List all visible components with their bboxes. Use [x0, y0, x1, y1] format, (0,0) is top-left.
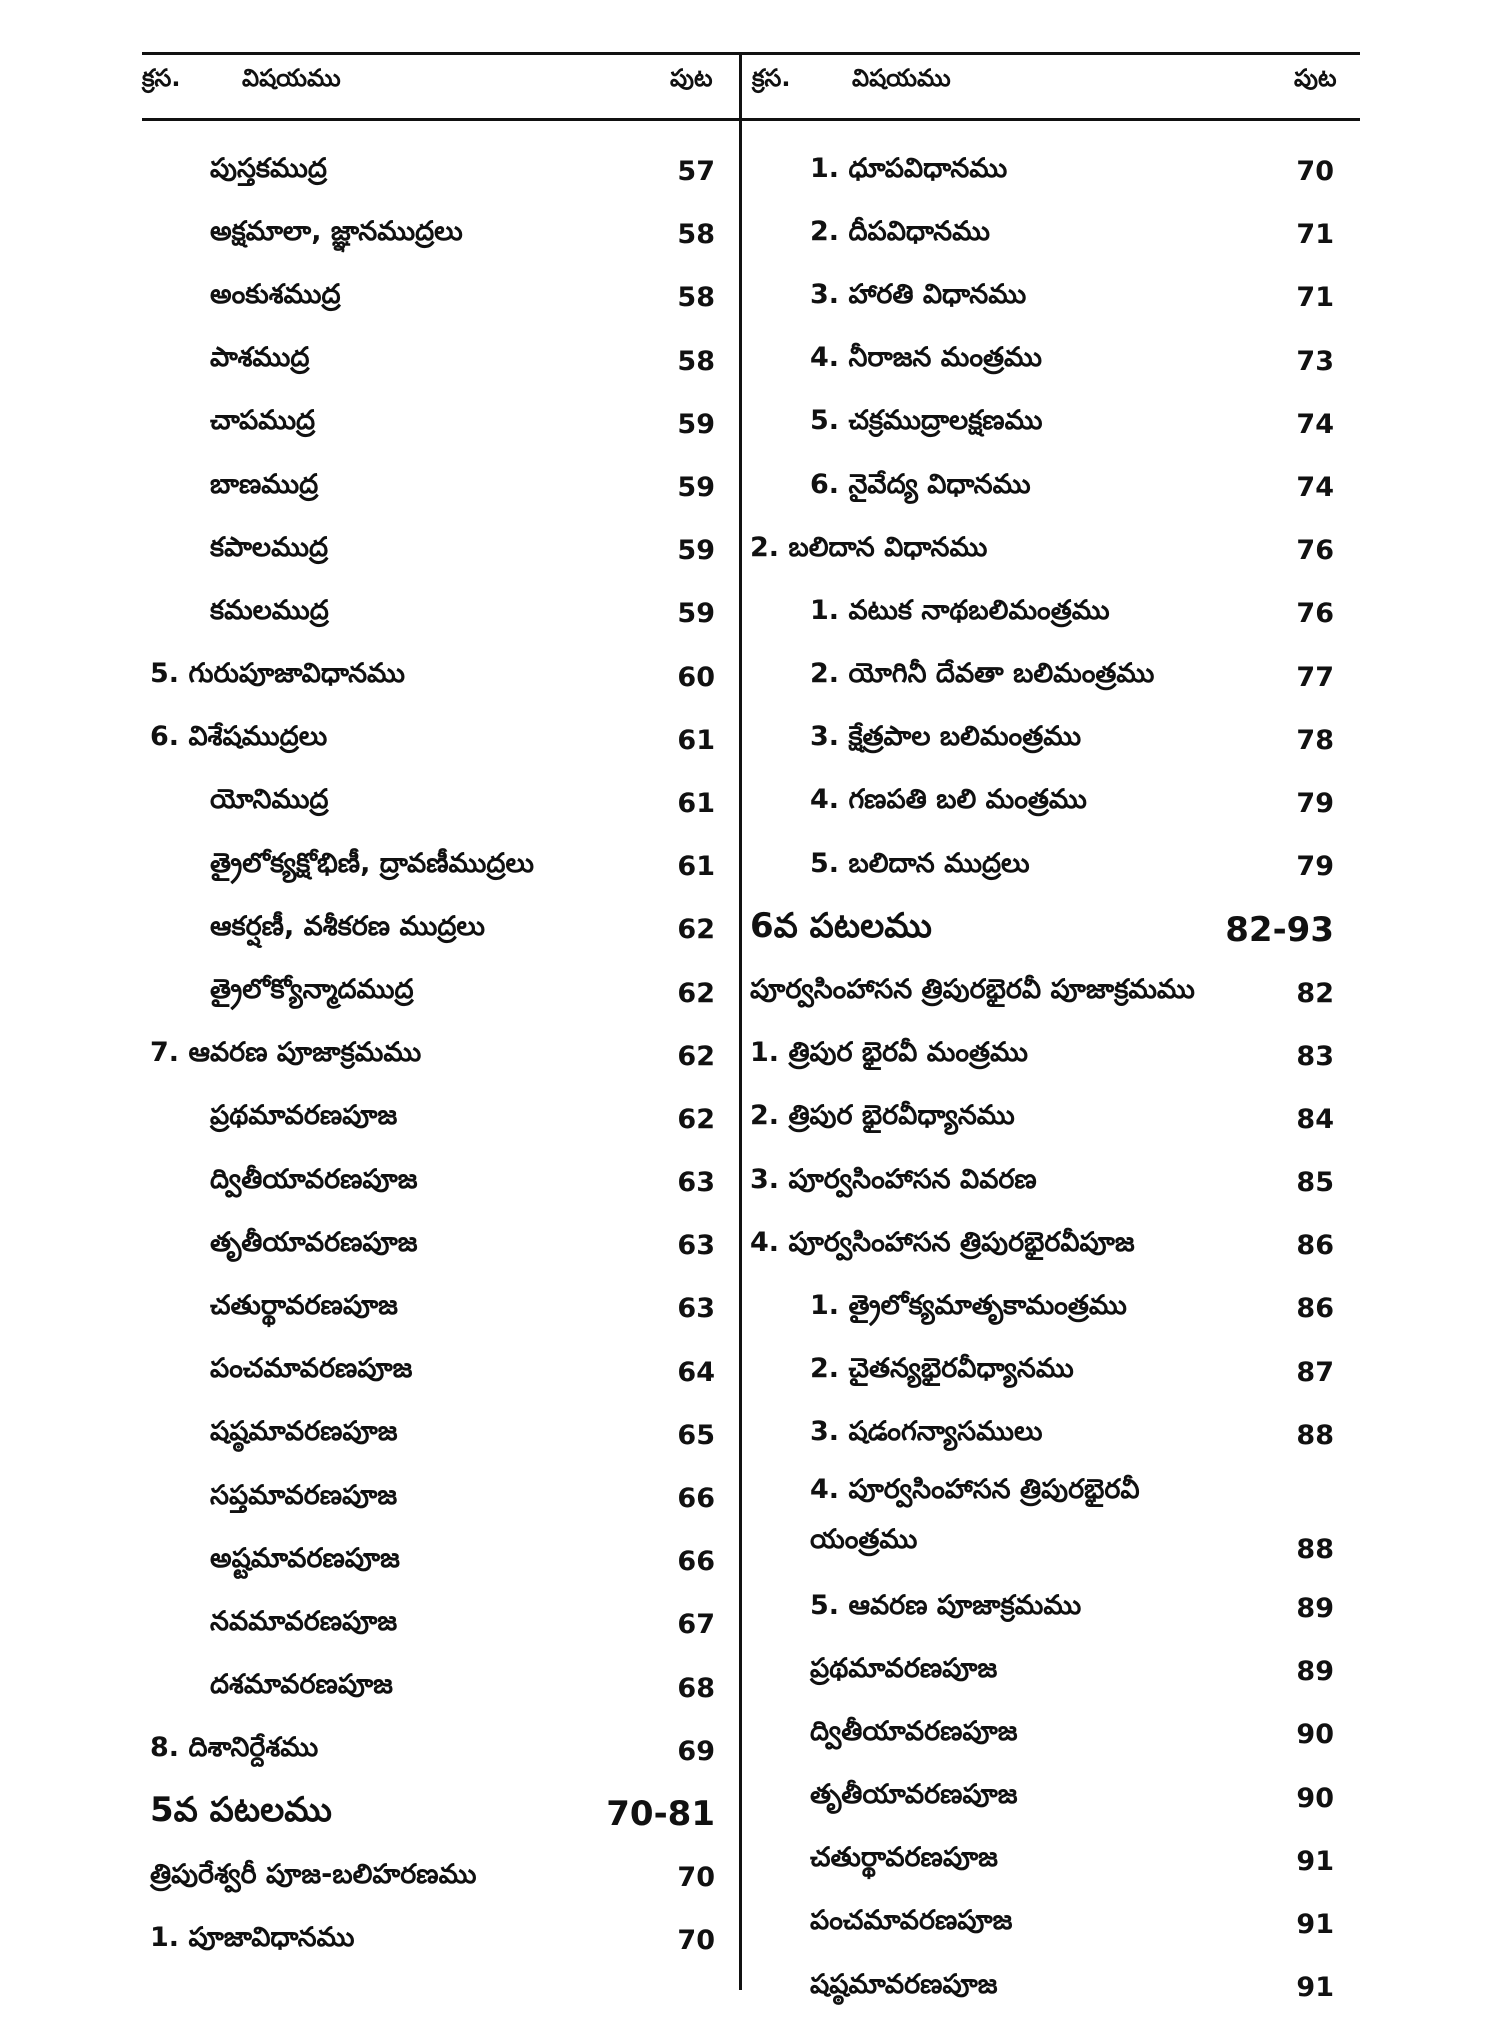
entry-page: 66 — [677, 1483, 715, 1515]
toc-entry — [142, 1593, 739, 1656]
entry-page: 84 — [1296, 1103, 1334, 1135]
entry-title: నవమావరణపూజ — [210, 1605, 398, 1637]
entry-page: 91 — [1296, 1972, 1334, 2004]
entry-page: 90 — [1296, 1719, 1334, 1751]
entry-title: 1. ధూపవిధానము — [810, 152, 1008, 184]
toc-entry — [142, 393, 739, 456]
toc-entry — [142, 1720, 739, 1783]
entry-page: 82-93 — [1225, 909, 1334, 950]
entry-title: ద్వితీయావరణపూజ — [210, 1163, 418, 1195]
entry-page: 85 — [1296, 1167, 1334, 1199]
entry-title: అక్షమాలా, జ్ఞానముద్రలు — [210, 215, 463, 247]
entry-title: దశమావరణపూజ — [210, 1669, 393, 1701]
toc-entry — [142, 1277, 739, 1340]
toc-entry — [142, 1846, 739, 1909]
entry-title: 3. హారతి విధానము — [810, 278, 1027, 310]
entry-page: 86 — [1296, 1230, 1334, 1262]
entry-page: 63 — [677, 1293, 715, 1325]
entry-title: 2. యోగినీ దేవతా బలిమంత్రము — [810, 658, 1155, 690]
entry-title: చతుర్థావరణపూజ — [210, 1289, 398, 1321]
entry-page: 61 — [677, 787, 715, 819]
toc-entry — [142, 1025, 739, 1088]
entry-page: 79 — [1296, 851, 1334, 883]
entry-title: కమలముద్ర — [210, 594, 329, 626]
entry-page: 73 — [1296, 345, 1334, 377]
toc-entry — [142, 835, 739, 898]
entry-page: 64 — [677, 1356, 715, 1388]
right-entries — [742, 140, 1360, 2019]
toc-entry — [742, 393, 1360, 456]
entry-title: 7. ఆవరణ పూజాక్రమము — [150, 1037, 422, 1069]
header-page: పుట — [1294, 64, 1337, 92]
entry-page: 89 — [1296, 1593, 1334, 1625]
toc-entry — [142, 709, 739, 772]
entry-page: 59 — [677, 408, 715, 440]
entry-title: 5వ పటలము — [150, 1790, 332, 1831]
header-subject: విషయము — [852, 64, 951, 92]
entry-title: త్రైలోక్యక్షోభిణీ, ద్రావణీముద్రలు — [210, 847, 534, 879]
toc-entry — [742, 1767, 1360, 1830]
toc-entry — [742, 1640, 1360, 1703]
entry-title: 5. గురుపూజావిధానము — [150, 658, 405, 690]
entry-title: యోనిముద్ర — [210, 784, 329, 816]
entry-page: 86 — [1296, 1293, 1334, 1325]
entry-page: 89 — [1296, 1656, 1334, 1688]
entry-page: 62 — [677, 914, 715, 946]
entry-title: 4. గణపతి బలి మంత్రము — [810, 784, 1087, 816]
entry-title: పుస్తకముద్ర — [210, 152, 327, 184]
entry-title: అంకుశముద్ర — [210, 278, 341, 310]
table-of-contents — [142, 52, 1360, 2004]
entry-title: 2. చైతన్యభైరవీధ్యానము — [810, 1353, 1074, 1385]
toc-entry — [142, 646, 739, 709]
toc-entry — [742, 1151, 1360, 1214]
toc-entry — [742, 1956, 1360, 2019]
toc-entry — [142, 519, 739, 582]
toc-entry — [742, 1277, 1360, 1340]
entry-page: 62 — [677, 977, 715, 1009]
toc-entry — [142, 140, 739, 203]
entry-page: 59 — [677, 598, 715, 630]
entry-title: పంచమావరణపూజ — [210, 1353, 413, 1385]
toc-entry — [142, 1341, 739, 1404]
entry-page: 66 — [677, 1546, 715, 1578]
toc-entry — [742, 1025, 1360, 1088]
entry-title: బాణముద్ర — [210, 468, 319, 500]
toc-entry — [742, 1467, 1360, 1577]
entry-page: 83 — [1296, 1040, 1334, 1072]
right-column — [742, 52, 1360, 2004]
toc-entry — [742, 1893, 1360, 1956]
entry-title: 3. పూర్వసింహాసన వివరణ — [750, 1163, 1037, 1195]
entry-title: 8. దిశానిర్దేశము — [150, 1732, 319, 1764]
entry-title: 4. నీరాజన మంత్రము — [810, 342, 1042, 374]
entry-page: 91 — [1296, 1908, 1334, 1940]
entry-page: 82 — [1296, 977, 1334, 1009]
toc-entry — [142, 772, 739, 835]
left-entries — [142, 140, 739, 1972]
toc-entry — [142, 1404, 739, 1467]
toc-entry — [142, 961, 739, 1024]
entry-page: 61 — [677, 851, 715, 883]
entry-page: 63 — [677, 1230, 715, 1262]
entry-page: 61 — [677, 724, 715, 756]
toc-entry — [142, 456, 739, 519]
entry-page: 57 — [677, 156, 715, 188]
entry-page: 71 — [1296, 282, 1334, 314]
toc-entry — [742, 961, 1360, 1024]
entry-page: 58 — [677, 345, 715, 377]
entry-page: 59 — [677, 472, 715, 504]
entry-title: ప్రథమావరణపూజ — [810, 1652, 998, 1684]
entry-page: 62 — [677, 1040, 715, 1072]
entry-title: పూర్వసింహాసన త్రిపురభైరవీ పూజాక్రమము — [750, 974, 1195, 1006]
toc-entry — [742, 203, 1360, 266]
toc-entry — [142, 266, 739, 329]
entry-page: 88 — [1296, 1533, 1334, 1565]
entry-title: 4. పూర్వసింహాసన త్రిపురభైరవీ యంత్రము — [810, 1473, 1140, 1555]
entry-page: 91 — [1296, 1845, 1334, 1877]
entry-page: 59 — [677, 535, 715, 567]
toc-entry — [742, 330, 1360, 393]
toc-entry — [742, 1404, 1360, 1467]
entry-title: 2. దీపవిధానము — [810, 215, 991, 247]
entry-title: 6వ పటలము — [750, 905, 932, 946]
entry-title: షష్ఠమావరణపూజ — [210, 1416, 398, 1448]
toc-entry — [742, 1088, 1360, 1151]
entry-page: 70-81 — [606, 1794, 715, 1835]
entry-page: 76 — [1296, 535, 1334, 567]
toc-entry — [742, 835, 1360, 898]
toc-entry — [742, 772, 1360, 835]
entry-title: అష్టమావరణపూజ — [210, 1542, 400, 1574]
entry-title: ఆకర్షణీ, వశీకరణ ముద్రలు — [210, 910, 485, 942]
toc-entry — [142, 1467, 739, 1530]
entry-page: 70 — [1296, 156, 1334, 188]
toc-entry — [742, 1341, 1360, 1404]
entry-title: 3. క్షేత్రపాల బలిమంత్రము — [810, 721, 1082, 753]
entry-page: 77 — [1296, 661, 1334, 693]
entry-title: 6. నైవేద్య విధానము — [810, 468, 1031, 500]
entry-title: 1. త్రిపుర భైరవీ మంత్రము — [750, 1037, 1028, 1069]
entry-page: 68 — [677, 1672, 715, 1704]
entry-title: పాశముద్ర — [210, 342, 310, 374]
toc-entry — [142, 1530, 739, 1593]
entry-page: 90 — [1296, 1782, 1334, 1814]
entry-page: 67 — [677, 1609, 715, 1641]
toc-entry — [142, 330, 739, 393]
entry-title: 1. వటుక నాథబలిమంత్రము — [810, 594, 1110, 626]
toc-entry — [142, 1151, 739, 1214]
entry-title: చతుర్థావరణపూజ — [810, 1842, 998, 1874]
entry-title: సప్తమావరణపూజ — [210, 1479, 398, 1511]
entry-title: 4. పూర్వసింహాసన త్రిపురభైరవీపూజ — [750, 1226, 1135, 1258]
entry-page: 70 — [677, 1925, 715, 1957]
toc-entry — [142, 203, 739, 266]
toc-entry — [742, 140, 1360, 203]
toc-entry — [742, 1703, 1360, 1766]
entry-page: 62 — [677, 1103, 715, 1135]
entry-title: 3. షడంగన్యాసములు — [810, 1416, 1043, 1448]
entry-title: తృతీయావరణపూజ — [810, 1779, 1018, 1811]
entry-title: పంచమావరణపూజ — [810, 1905, 1013, 1937]
toc-entry — [142, 1657, 739, 1720]
toc-entry — [742, 898, 1360, 961]
header-subject: విషయము — [242, 64, 341, 92]
toc-entry — [742, 709, 1360, 772]
entry-title: ప్రథమావరణపూజ — [210, 1100, 398, 1132]
header-number: క్రస. — [752, 64, 791, 92]
toc-entry — [742, 266, 1360, 329]
entry-title: చాపముద్ర — [210, 405, 316, 437]
entry-title: తృతీయావరణపూజ — [210, 1226, 418, 1258]
entry-page: 71 — [1296, 219, 1334, 251]
entry-title: 2. బలిదాన విధానము — [750, 531, 988, 563]
toc-entry — [142, 898, 739, 961]
entry-title: 1. పూజావిధానము — [150, 1921, 355, 1953]
entry-title: 5. ఆవరణ పూజాక్రమము — [810, 1589, 1082, 1621]
entry-title: 1. త్రైలోక్యమాతృకామంత్రము — [810, 1289, 1127, 1321]
entry-page: 65 — [677, 1419, 715, 1451]
toc-entry — [742, 1214, 1360, 1277]
entry-page: 63 — [677, 1167, 715, 1199]
entry-title: త్రైలోక్యోన్మాదముద్ర — [210, 974, 414, 1006]
toc-entry — [142, 582, 739, 645]
toc-entry — [742, 582, 1360, 645]
entry-page: 78 — [1296, 724, 1334, 756]
entry-title: 2. త్రిపుర భైరవీధ్యానము — [750, 1100, 1015, 1132]
toc-entry — [742, 1830, 1360, 1893]
entry-title: 5. బలిదాన ముద్రలు — [810, 847, 1030, 879]
entry-page: 76 — [1296, 598, 1334, 630]
toc-entry — [742, 646, 1360, 709]
entry-title: 6. విశేషముద్రలు — [150, 721, 328, 753]
entry-title: కపాలముద్ర — [210, 531, 329, 563]
entry-page: 60 — [677, 661, 715, 693]
entry-page: 87 — [1296, 1356, 1334, 1388]
toc-entry — [142, 1909, 739, 1972]
entry-page: 88 — [1296, 1419, 1334, 1451]
entry-page: 74 — [1296, 408, 1334, 440]
entry-title: ద్వితీయావరణపూజ — [810, 1715, 1018, 1747]
entry-page: 69 — [677, 1735, 715, 1767]
entry-page: 58 — [677, 282, 715, 314]
header-page: పుట — [670, 64, 713, 92]
toc-entry — [142, 1783, 739, 1846]
left-column — [142, 52, 739, 1990]
entry-title: త్రిపురేశ్వరీ పూజ-బలిహరణము — [150, 1858, 477, 1890]
entry-title: షష్ఠమావరణపూజ — [810, 1968, 998, 2000]
toc-entry — [742, 1577, 1360, 1640]
toc-entry — [742, 519, 1360, 582]
entry-page: 70 — [677, 1862, 715, 1894]
toc-entry — [142, 1088, 739, 1151]
entry-page: 74 — [1296, 472, 1334, 504]
entry-title: 5. చక్రముద్రాలక్షణము — [810, 405, 1043, 437]
header-number: క్రస. — [142, 64, 181, 92]
entry-page: 58 — [677, 219, 715, 251]
toc-entry — [142, 1214, 739, 1277]
toc-entry — [742, 456, 1360, 519]
entry-page: 79 — [1296, 787, 1334, 819]
